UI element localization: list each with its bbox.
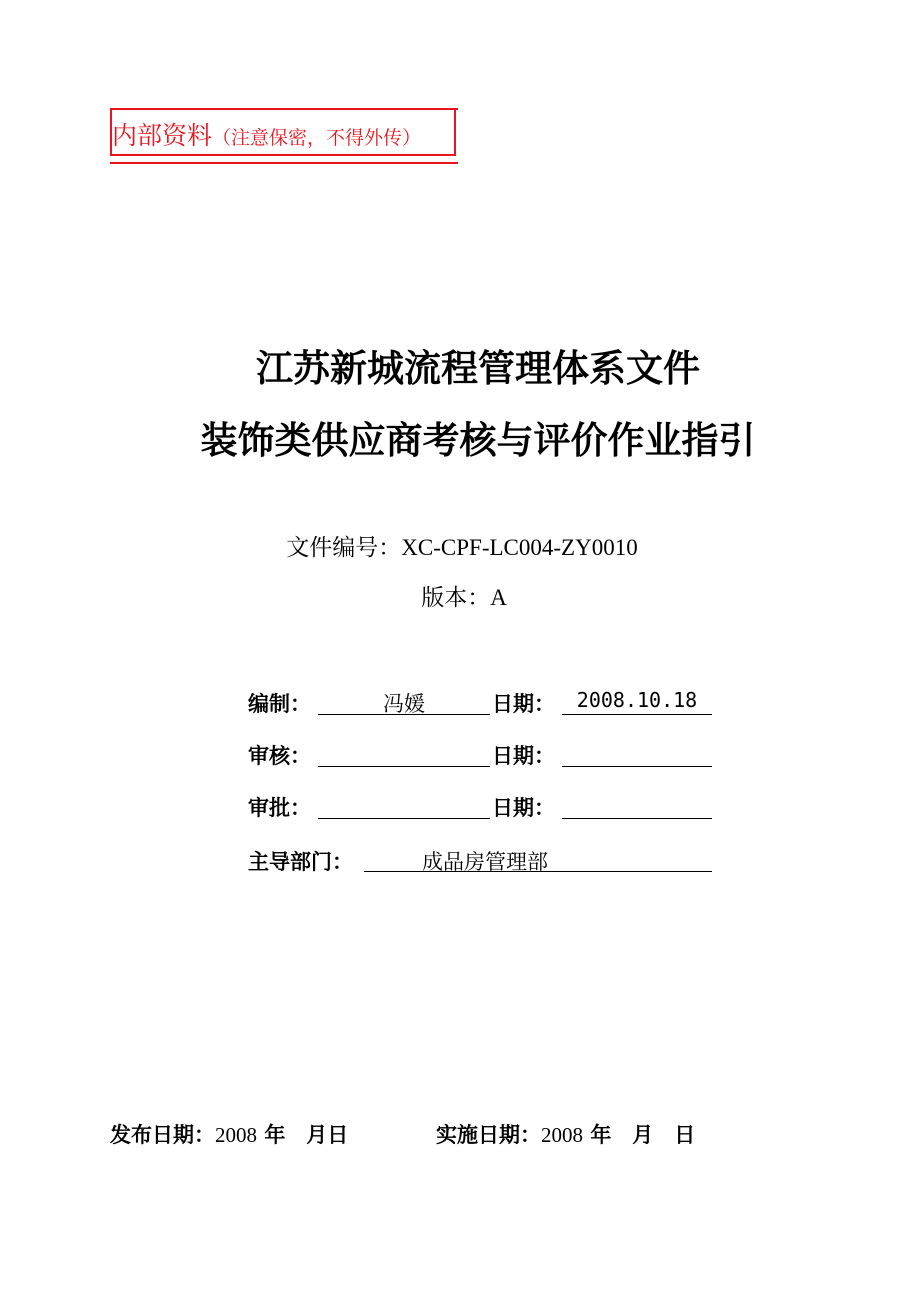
effective-date: [436, 1119, 695, 1149]
reviewed-name-field: [318, 740, 490, 767]
reviewed-date-label: 日期：: [492, 744, 555, 768]
reviewed-date-field: [562, 740, 712, 767]
approved-date-label: 日期：: [492, 796, 555, 820]
confidential-stamp-text: [112, 116, 421, 152]
effective-date-label: 实施日期：: [436, 1123, 541, 1147]
document-number-label: 文件编号：: [286, 535, 402, 560]
document-number: [2, 529, 920, 562]
release-date-label: 发布日期：: [110, 1123, 215, 1147]
document-version-value: A: [490, 585, 507, 610]
reviewed-label: 审核：: [248, 744, 311, 768]
effective-year: 2008: [541, 1123, 583, 1147]
department-label: 主导部门：: [248, 850, 353, 874]
stamp-sub-text: （注意保密，不得外传）: [212, 127, 422, 149]
release-year: 2008: [215, 1123, 257, 1147]
prepared-label: 编制：: [248, 692, 311, 716]
document-version: [4, 579, 920, 612]
stamp-main-text: 内部资料: [112, 121, 213, 150]
prepared-date-field: 2008.10.18: [562, 688, 712, 715]
approved-name-field: [318, 792, 490, 819]
stamp-bottom-border: [110, 162, 458, 164]
prepared-date-label: 日期：: [492, 692, 555, 716]
approved-label: 审批：: [248, 796, 311, 820]
effective-date-rest: 年 月 日: [590, 1123, 696, 1147]
prepared-name-field: 冯媛: [318, 688, 490, 715]
department-field: 成品房管理部: [364, 846, 712, 872]
document-title-line2: 装饰类供应商考核与评价作业指引: [200, 419, 756, 462]
document-number-value: XC-CPF-LC004-ZY0010: [401, 535, 638, 560]
release-date-rest: 年 月日: [264, 1123, 349, 1147]
document-version-label: 版本：: [421, 585, 491, 610]
document-title-line1: 江苏新城流程管理体系文件: [256, 347, 700, 390]
release-date: [110, 1119, 348, 1149]
approved-date-field: [562, 792, 712, 819]
